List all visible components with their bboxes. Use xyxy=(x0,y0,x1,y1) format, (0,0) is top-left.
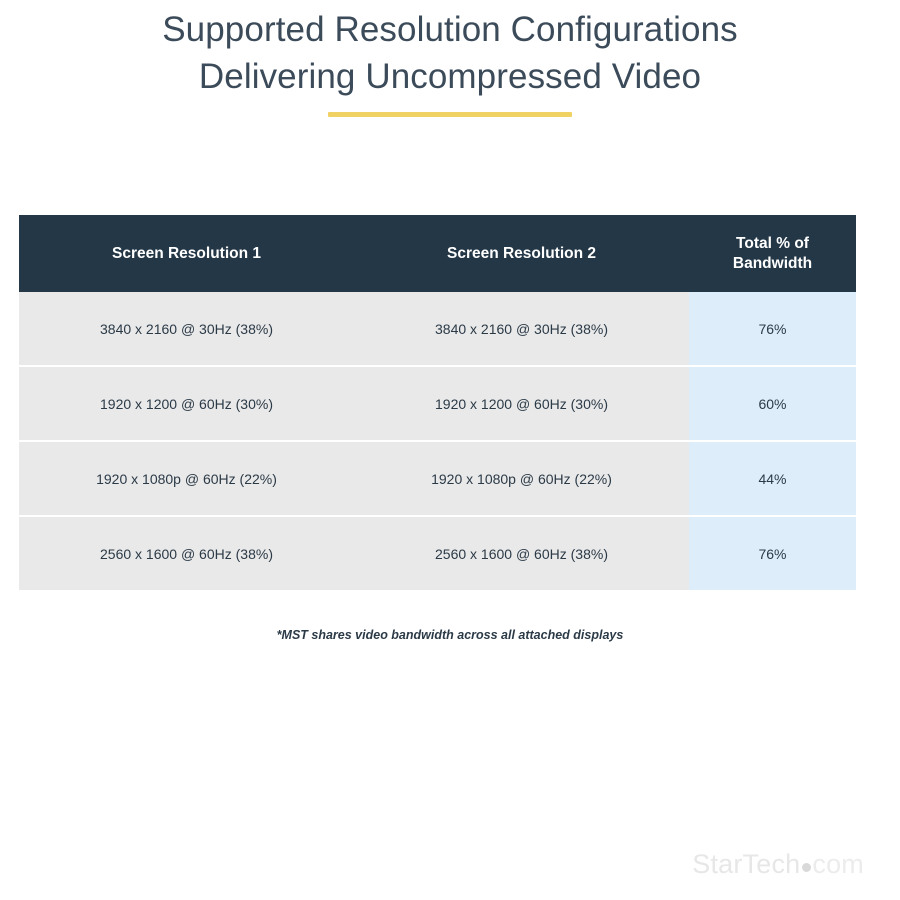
title-underline-rule xyxy=(328,112,572,117)
cell-resolution-2: 3840 x 2160 @ 30Hz (38%) xyxy=(354,292,689,366)
table-row xyxy=(19,516,856,590)
cell-resolution-2: 1920 x 1080p @ 60Hz (22%) xyxy=(354,441,689,516)
cell-total-bandwidth: 76% xyxy=(689,516,856,590)
cell-resolution-1: 1920 x 1200 @ 60Hz (30%) xyxy=(19,366,354,441)
startech-logo-watermark xyxy=(692,849,864,880)
page-title-line-2: Delivering Uncompressed Video xyxy=(198,57,702,96)
watermark-dot-icon xyxy=(802,863,811,872)
table-row xyxy=(19,366,856,441)
column-header-total-bandwidth xyxy=(689,215,856,292)
cell-resolution-1: 3840 x 2160 @ 30Hz (38%) xyxy=(19,292,354,366)
watermark-domain-text: com xyxy=(812,849,864,879)
cell-resolution-2: 1920 x 1200 @ 60Hz (30%) xyxy=(354,366,689,441)
table-body xyxy=(19,292,856,590)
table-row xyxy=(19,292,856,366)
column-header-bandwidth-line-1: Total % of xyxy=(736,234,809,252)
column-header-bandwidth-line-2: Bandwidth xyxy=(732,254,813,272)
column-header-resolution-1: Screen Resolution 1 xyxy=(19,215,354,292)
table-header xyxy=(19,215,856,292)
page-title-line-1: Supported Resolution Configurations xyxy=(162,10,738,49)
cell-resolution-1: 2560 x 1600 @ 60Hz (38%) xyxy=(19,516,354,590)
column-header-resolution-2: Screen Resolution 2 xyxy=(354,215,689,292)
footnote-text: *MST shares video bandwidth across all attached displays xyxy=(276,628,624,642)
resolution-table-container xyxy=(19,215,820,590)
page-title xyxy=(0,0,900,117)
resolution-table xyxy=(19,215,856,590)
cell-total-bandwidth: 44% xyxy=(689,441,856,516)
table-header-row xyxy=(19,215,856,292)
cell-total-bandwidth: 60% xyxy=(689,366,856,441)
watermark-brand-text: StarTech xyxy=(692,849,801,879)
cell-resolution-1: 1920 x 1080p @ 60Hz (22%) xyxy=(19,441,354,516)
cell-total-bandwidth: 76% xyxy=(689,292,856,366)
table-row xyxy=(19,441,856,516)
cell-resolution-2: 2560 x 1600 @ 60Hz (38%) xyxy=(354,516,689,590)
